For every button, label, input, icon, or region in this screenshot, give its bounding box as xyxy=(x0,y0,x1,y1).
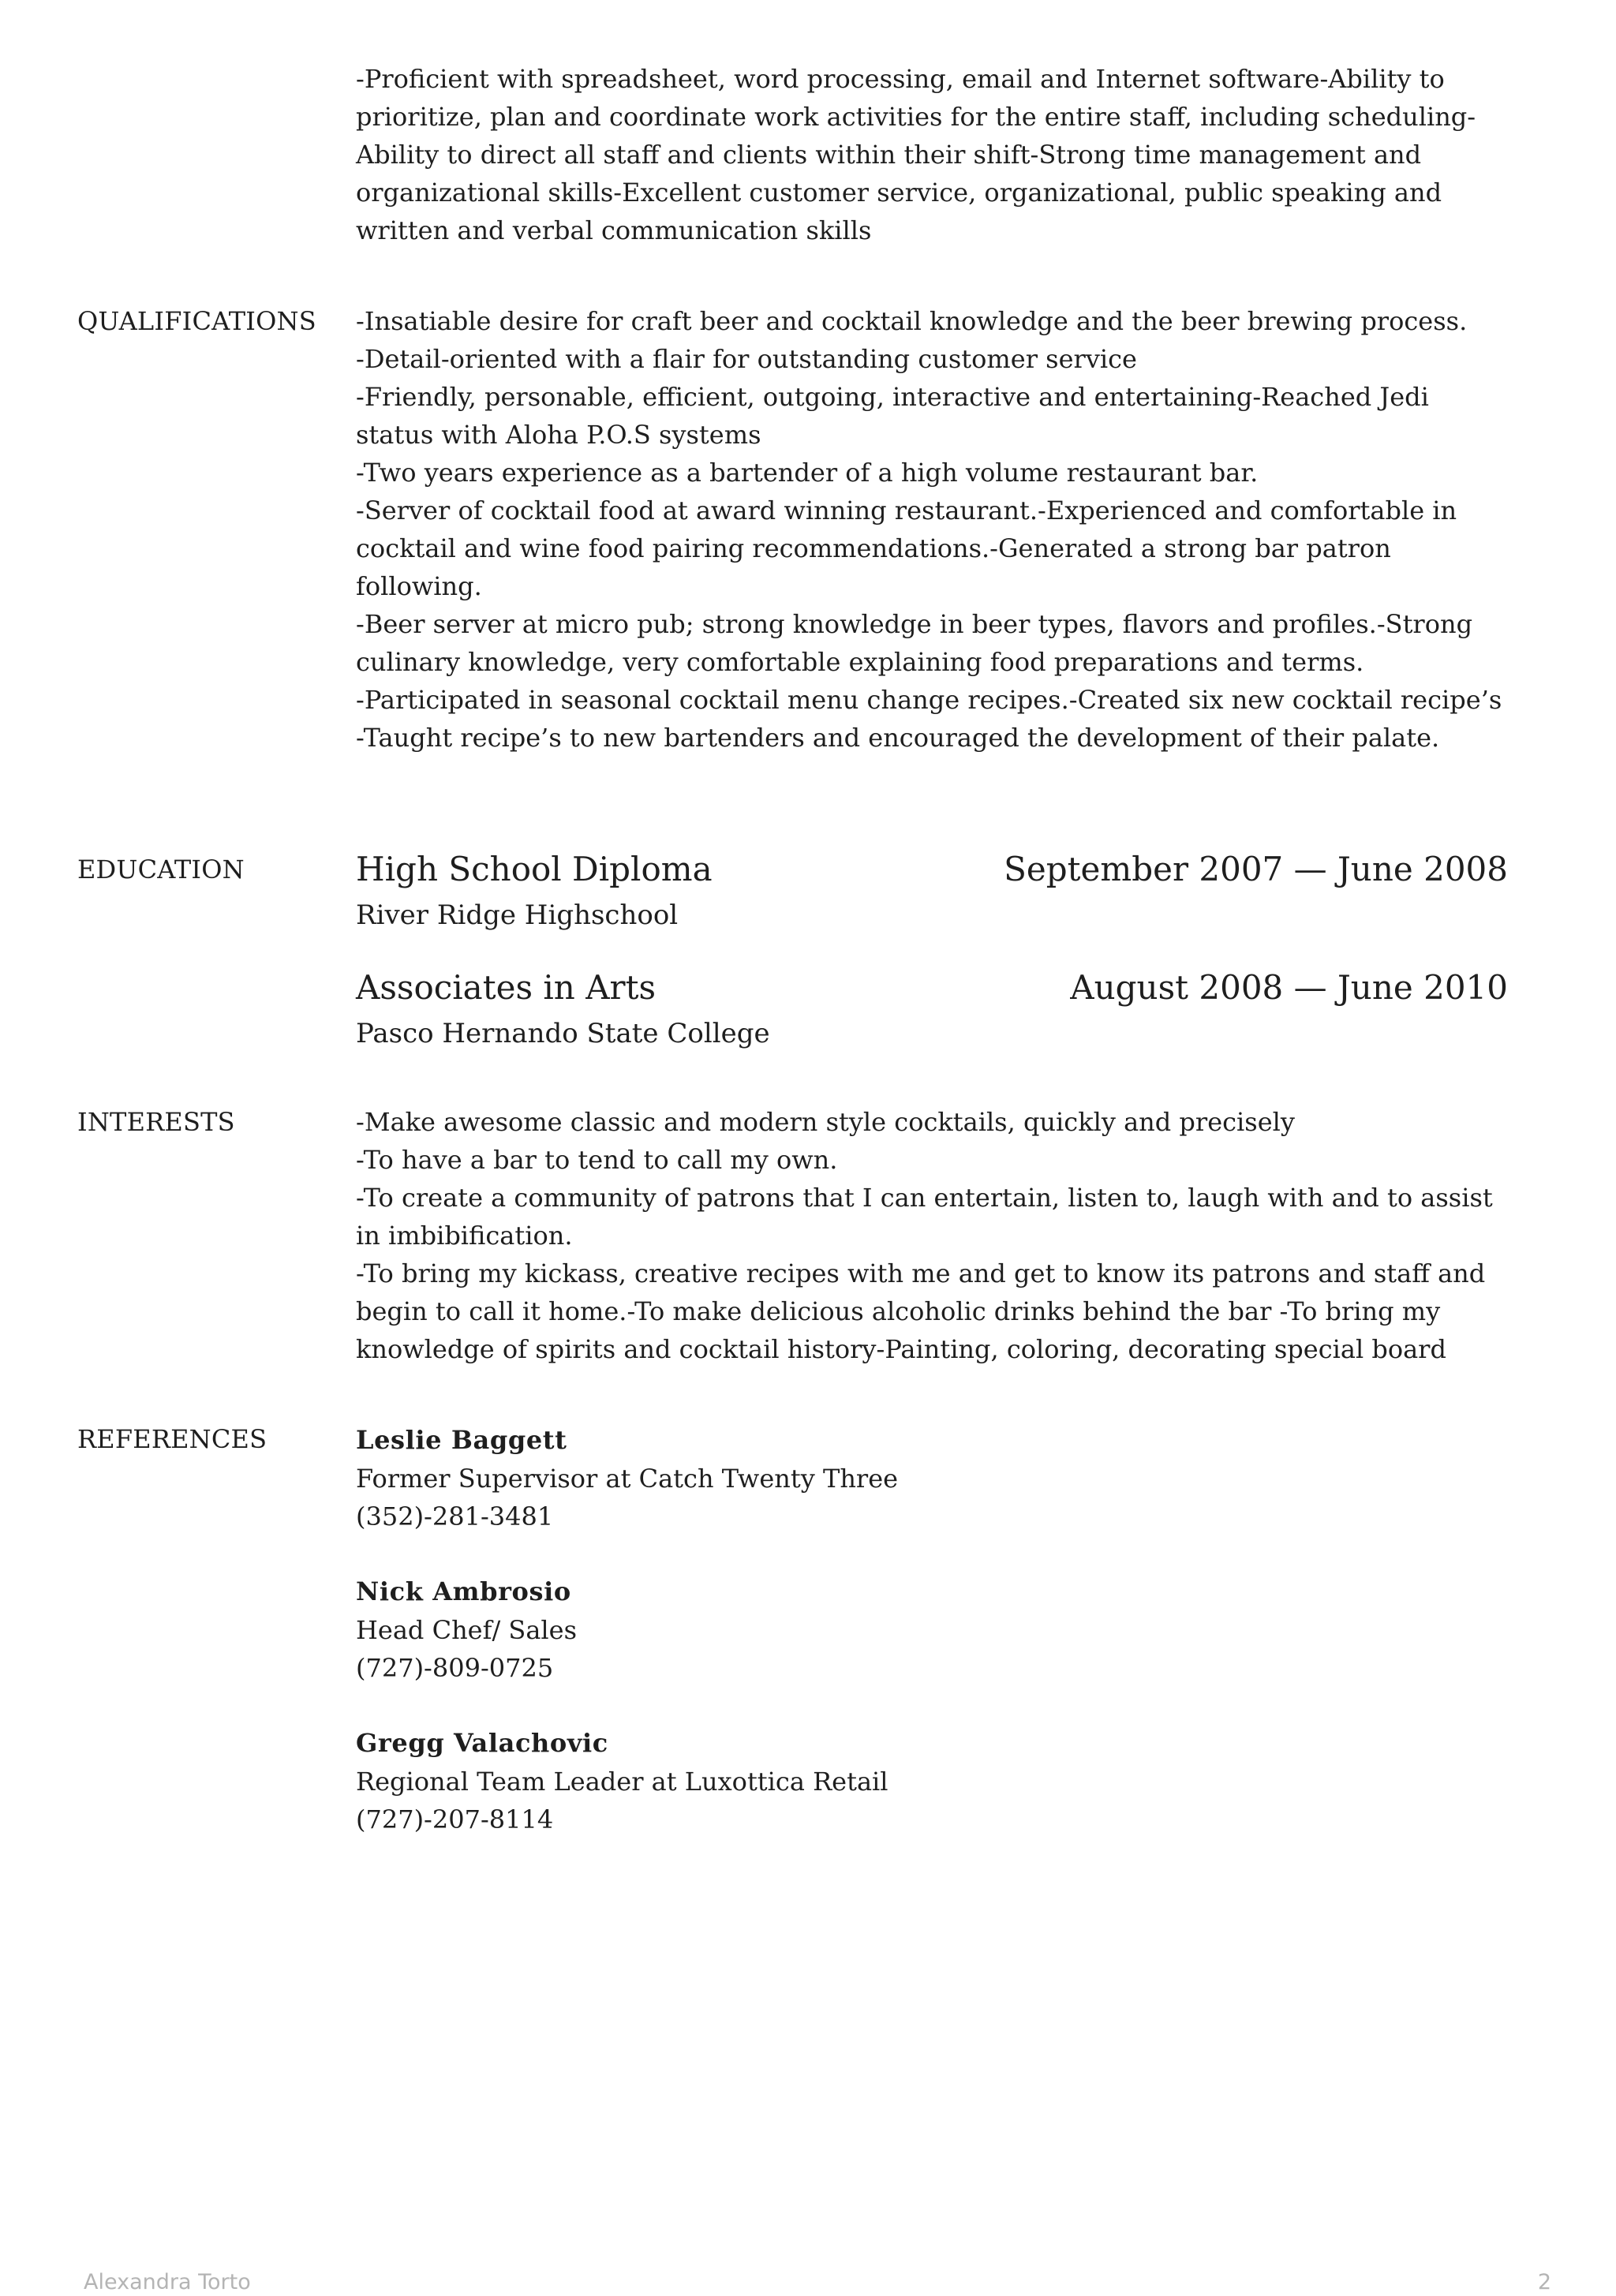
reference-name: Leslie Baggett xyxy=(356,1425,567,1455)
education-entry xyxy=(356,847,1508,966)
qualification-line: status with Aloha P.O.S systems xyxy=(356,420,761,450)
qualification-line: -Beer server at micro pub; strong knowledge in beer types, flavors and profiles.-Strong xyxy=(356,609,1473,639)
qualification-line: -Friendly, personable, efficient, outgoing, interactive and entertaining-Reached Jedi xyxy=(356,382,1429,412)
skills-line: written and verbal communication skills xyxy=(356,215,872,245)
education-list xyxy=(356,847,1508,1084)
interests-text xyxy=(356,1103,1508,1368)
interest-line: in imbibification. xyxy=(356,1221,573,1251)
education-heading: EDUCATION xyxy=(77,854,245,884)
skills-line: Ability to direct all staff and clients within their shift-Strong time management and xyxy=(356,140,1422,170)
reference-phone: (352)-281-3481 xyxy=(356,1501,554,1531)
qualification-line: -Participated in seasonal cocktail menu change recipes.-Created six new cocktail recipe’s xyxy=(356,685,1502,715)
footer-page-number: 2 xyxy=(1537,2270,1551,2294)
qualification-line: -Server of cocktail food at award winning restaurant.-Experienced and comfortable in xyxy=(356,495,1457,525)
reference-name: Gregg Valachovic xyxy=(356,1728,608,1758)
skills-text xyxy=(356,60,1508,249)
skills-line: -Proficient with spreadsheet, word processing, email and Internet software-Ability to xyxy=(356,64,1445,94)
qualification-line: -Detail-oriented with a flair for outstanding customer service xyxy=(356,344,1137,374)
reference-entry xyxy=(356,1572,1508,1723)
reference-entry xyxy=(356,1723,1508,1875)
qualifications-text xyxy=(356,302,1508,757)
interests-heading: INTERESTS xyxy=(77,1107,235,1137)
interest-line: begin to call it home.-To make delicious alcoholic drinks behind the bar -To bring my xyxy=(356,1296,1441,1326)
qualification-line: culinary knowledge, very comfortable explaining food preparations and terms. xyxy=(356,647,1364,677)
qualification-line: -Two years experience as a bartender of a high volume restaurant bar. xyxy=(356,458,1259,488)
education-school: River Ridge Highschool xyxy=(356,899,679,931)
qualification-line: following. xyxy=(356,571,482,601)
reference-role: Regional Team Leader at Luxottica Retail xyxy=(356,1767,888,1797)
interest-line: knowledge of spirits and cocktail history-Painting, coloring, decorating special board xyxy=(356,1334,1446,1364)
reference-role: Head Chef/ Sales xyxy=(356,1615,577,1645)
education-entry xyxy=(356,966,1508,1084)
education-degree: High School Diploma xyxy=(356,850,713,888)
references-heading: REFERENCES xyxy=(77,1424,267,1454)
qualification-line: -Insatiable desire for craft beer and cocktail knowledge and the beer brewing process. xyxy=(356,306,1468,336)
reference-phone: (727)-207-8114 xyxy=(356,1804,554,1834)
education-school: Pasco Hernando State College xyxy=(356,1018,770,1049)
interest-line: -Make awesome classic and modern style cocktails, quickly and precisely xyxy=(356,1107,1295,1137)
reference-role: Former Supervisor at Catch Twenty Three xyxy=(356,1464,899,1494)
qualifications-heading: QUALIFICATIONS xyxy=(77,306,316,336)
education-dates: August 2008 — June 2010 xyxy=(1070,968,1508,1007)
skills-line: prioritize, plan and coordinate work activities for the entire staff, including scheduling- xyxy=(356,102,1476,132)
reference-entry xyxy=(356,1420,1508,1572)
reference-name: Nick Ambrosio xyxy=(356,1576,571,1606)
education-dates: September 2007 — June 2008 xyxy=(1004,850,1508,888)
skills-line: organizational skills-Excellent customer service, organizational, public speaking and xyxy=(356,178,1442,208)
education-degree: Associates in Arts xyxy=(356,968,656,1007)
reference-phone: (727)-809-0725 xyxy=(356,1653,554,1683)
interest-line: -To bring my kickass, creative recipes with me and get to know its patrons and staff and xyxy=(356,1258,1486,1288)
references-list xyxy=(356,1420,1508,1875)
qualification-line: -Taught recipe’s to new bartenders and encouraged the development of their palate. xyxy=(356,723,1440,753)
qualification-line: cocktail and wine food pairing recommendations.-Generated a strong bar patron xyxy=(356,533,1391,563)
interest-line: -To have a bar to tend to call my own. xyxy=(356,1145,838,1175)
interest-line: -To create a community of patrons that I can entertain, listen to, laugh with and to assist xyxy=(356,1183,1493,1213)
footer-author-name: Alexandra Torto xyxy=(84,2270,251,2294)
